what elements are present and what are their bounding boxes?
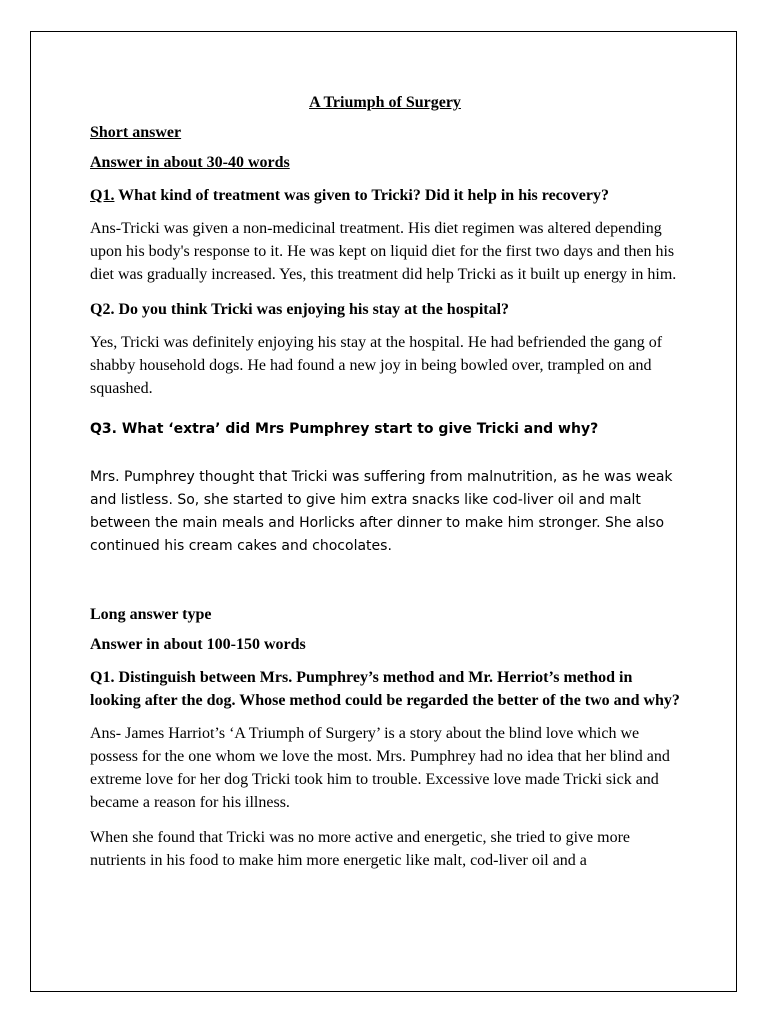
document-title: A Triumph of Surgery [309,94,461,111]
long-question-1: Q1. Distinguish between Mrs. Pumphrey’s method and Mr. Herriot’s method in looking after the dog. Whose method could be regarded the better of the two and why? [90,669,680,709]
short-question-1 [90,184,680,207]
short-answer-1: Ans-Tricki was given a non-medicinal treatment. His diet regimen was altered depending upon his body's response to it. He was kept on liquid diet for the first two days and then his diet was gradually increased. Yes, this treatment did help Tricki as it built up energy in him. [90,220,677,283]
short-question-2: Q2. Do you think Tricki was enjoying his stay at the hospital? [90,301,510,318]
short-answer-3: Mrs. Pumphrey thought that Tricki was suffering from malnutrition, as he was weak and listless. So, she started to give him extra snacks like cod-liver oil and malt between the main meals and Horlicks after dinner to make him stronger. She also continued his cream cakes and chocolates. [90,469,673,554]
long-answer-1-paragraph-2: When she found that Tricki was no more active and energetic, she tried to give more nutrients in his food to make him more energetic like malt, cod-liver oil and a [90,829,630,869]
document-body [90,94,680,884]
short-answer-heading: Short answer [90,124,182,141]
question-text: What kind of treatment was given to Tricki? Did it help in his recovery? [114,187,609,204]
long-answer-1-paragraph-1: Ans- James Harriot’s ‘A Triumph of Surgery’ is a story about the blind love which we possess for the one whom we love the most. Mrs. Pumphrey had no idea that her blind and extreme love for her dog Tricki took him to trouble. Excessive love made Tricki sick and became a reason for his illness. [90,725,670,811]
short-answer-word-limit: Answer in about 30-40 words [90,154,290,171]
long-answer-heading: Long answer type [90,606,212,623]
short-answer-2: Yes, Tricki was definitely enjoying his stay at the hospital. He had befriended the gang of shabby household dogs. He had found a new joy in being bowled over, trampled on and squashed. [90,334,663,397]
question-number: Q1. [90,187,115,204]
short-question-3: Q3. What ‘extra’ did Mrs Pumphrey start to give Tricki and why? [90,421,599,437]
long-answer-word-limit: Answer in about 100-150 words [90,636,306,653]
